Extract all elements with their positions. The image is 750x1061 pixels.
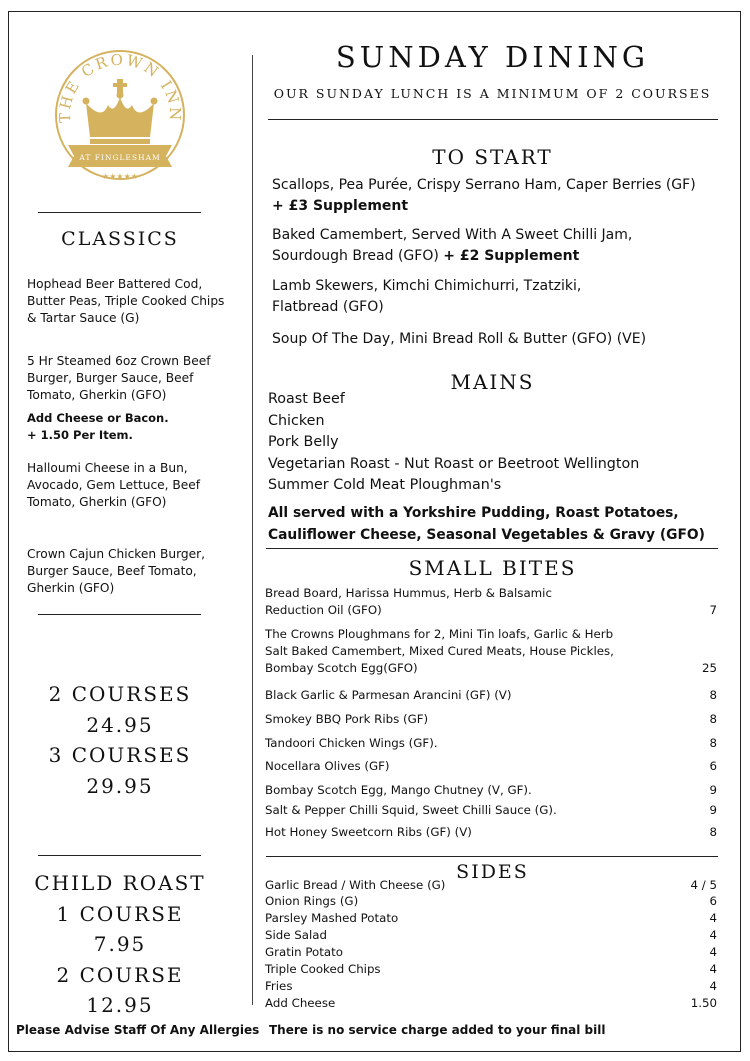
side-item [265,877,717,894]
side-item [265,927,717,944]
starter-supplement: + £3 Supplement [272,198,409,214]
starter-text: Baked Camembert, Served With A Sweet Chilli Jam, Sourdough Bread (GFO) [272,227,633,264]
side-price: 4 [709,911,717,925]
side-price: 4 [709,962,717,976]
side-name: Garlic Bread / With Cheese (G) [265,878,446,892]
starter-item [272,329,712,350]
starter-item [272,175,712,217]
small-bite-item [265,802,717,819]
starter-text: Soup Of The Day, Mini Bread Roll & Butter (GFO) (VE) [272,331,647,347]
main-item: Pork Belly [268,434,339,450]
child-one-course-price: 7.95 [93,932,147,956]
starter-supplement: + £2 Supplement [443,248,580,264]
side-item [265,910,717,927]
divider [38,212,201,213]
logo-banner-text: AT FINGLESHAM [79,153,161,162]
main-item: Summer Cold Meat Ploughman's [268,477,502,493]
divider [38,855,201,856]
mains-heading: MAINS [450,370,535,394]
side-name: Fries [265,979,293,993]
side-name: Add Cheese [265,996,336,1010]
classic-item: 5 Hr Steamed 6oz Crown Beef Burger, Burger Sauce, Beef Tomato, Gherkin (GFO) [27,354,211,402]
side-price: 6 [709,894,717,908]
child-two-course-price: 12.95 [86,993,154,1017]
main-item: Chicken [268,412,325,429]
starter-item [272,276,632,318]
small-bite-item [265,585,717,619]
mains-list [268,389,708,497]
bite-name: Nocellara Olives (GF) [265,759,390,773]
logo-arc-text: THE CROWN INN [55,50,185,124]
classic-item: Crown Cajun Chicken Burger, Burger Sauce, Beef Tomato, Gherkin (GFO) [27,547,206,595]
bite-name: Bombay Scotch Egg, Mango Chutney (V, GF). [265,783,532,797]
bite-price: 7 [709,603,717,617]
classics-heading: CLASSICS [61,228,179,250]
classic-item: Halloumi Cheese in a Bun, Avocado, Gem Lettuce, Beef Tomato, Gherkin (GFO) [27,461,201,509]
bite-price: 9 [709,803,717,817]
child-two-course-label: 2 COURSE [56,962,184,987]
logo-stars: ★★★★★ [102,172,138,181]
child-roast-heading: CHILD ROAST [34,871,206,895]
side-item [265,944,717,961]
side-name: Onion Rings (G) [265,894,359,908]
side-name: Side Salad [265,928,327,942]
side-name: Parsley Mashed Potato [265,911,399,925]
service-charge-notice: There is no service charge added to your final bill [269,1023,606,1037]
bite-price: 8 [709,736,717,750]
sides-heading: SIDES [456,861,529,883]
bite-name: Tandoori Chicken Wings (GF). [265,736,438,750]
classic-addon: Add Cheese or Bacon. + 1.50 Per Item. [27,411,169,442]
side-price: 4 [709,979,717,993]
crown-icon [83,79,158,144]
main-item: Roast Beef [268,391,345,407]
small-bite-item [265,626,717,677]
small-bite-item [265,687,717,704]
column-divider [252,55,253,1005]
side-price: 4 [709,945,717,959]
bite-price: 6 [709,759,717,773]
classic-item: Hophead Beer Battered Cod, Butter Peas, Triple Cooked Chips & Tartar Sauce (G) [27,277,225,325]
main-item: Vegetarian Roast - Nut Roast or Beetroot Wellington [268,455,640,472]
small-bites-heading: SMALL BITES [408,556,577,580]
allergy-notice: Please Advise Staff Of Any Allergies [16,1023,260,1037]
course-prices [30,679,210,801]
small-bite-item [265,711,717,728]
starter-item [272,225,712,267]
divider [38,614,201,615]
bite-name: Black Garlic & Parmesan Arancini (GF) (V) [265,688,512,702]
two-courses-label: 2 COURSES [48,682,192,706]
page-subtitle: OUR SUNDAY LUNCH IS A MINIMUM OF 2 COURSES [273,86,712,101]
divider [268,119,718,120]
three-courses-price: 29.95 [86,773,154,798]
bite-name: Hot Honey Sweetcorn Ribs (GF) (V) [265,825,472,839]
bite-name: The Crowns Ploughmans for 2, Mini Tin loafs, Garlic & Herb Salt Baked Camembert, Mixed Cured Meats, House Pickles, Bombay Scotch Egg(GFO) [265,627,614,675]
starter-text: Lamb Skewers, Kimchi Chimichurri, Tzatziki, Flatbread (GFO) [272,278,582,315]
bite-name: Bread Board, Harissa Hummus, Herb & Balsamic Reduction Oil (GFO) [265,586,552,617]
mains-note: All served with a Yorkshire Pudding, Roast Potatoes, Cauliflower Cheese, Seasonal Vegetables & Gravy (GFO) [268,505,705,543]
divider [266,856,718,857]
bite-price: 8 [709,712,717,726]
page-title: SUNDAY DINING [335,40,650,74]
starter-text: Scallops, Pea Purée, Crispy Serrano Ham, Caper Berries (GF) [272,177,696,193]
small-bite-item [265,758,717,775]
small-bite-item [265,782,717,799]
child-roast-prices [30,868,210,1021]
side-item [265,978,717,995]
side-item [265,961,717,978]
bite-name: Salt & Pepper Chilli Squid, Sweet Chilli Sauce (G). [265,803,557,817]
small-bite-item [265,824,717,841]
two-courses-price: 24.95 [86,712,154,737]
small-bite-item [265,735,717,752]
three-courses-label: 3 COURSES [48,743,192,767]
side-name: Gratin Potato [265,945,343,959]
bite-price: 9 [709,783,717,797]
crown-inn-logo [50,45,190,185]
bite-price: 8 [709,825,717,839]
to-start-heading: TO START [432,145,553,169]
side-name: Triple Cooked Chips [265,962,381,976]
divider [266,548,718,549]
side-price: 4 [709,928,717,942]
bite-name: Smokey BBQ Pork Ribs (GF) [265,712,429,726]
side-item [265,995,717,1012]
child-one-course-label: 1 COURSE [56,901,184,926]
side-price: 4 / 5 [690,878,717,892]
side-price: 1.50 [690,996,717,1010]
side-item [265,893,717,910]
bite-price: 25 [701,661,717,675]
bite-price: 8 [709,688,717,702]
